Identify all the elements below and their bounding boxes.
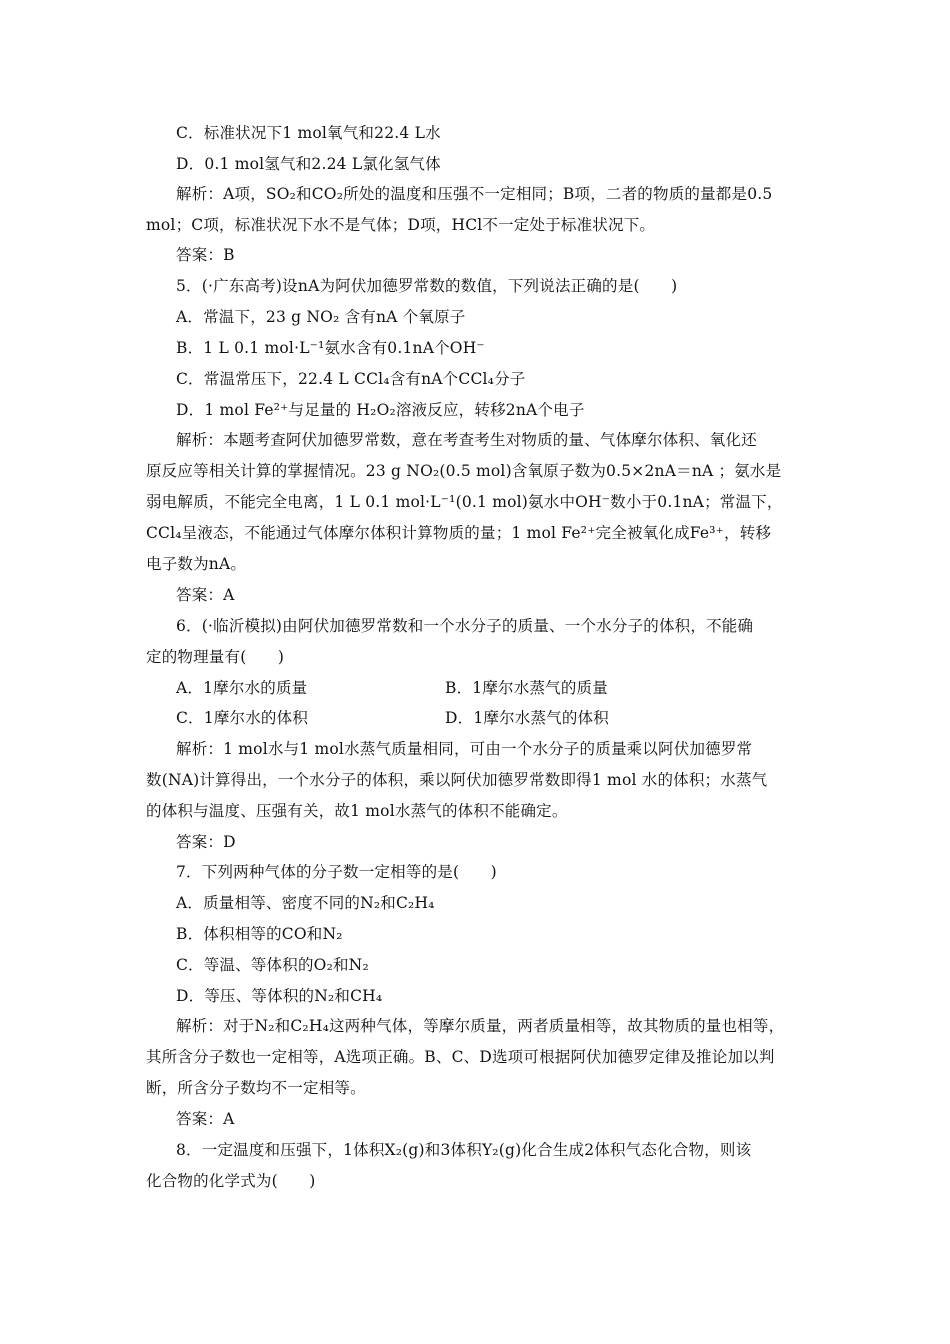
analysis-q7-line1: 解析：对于N₂和C₂H₄这两种气体，等摩尔质量，两者质量相等，故其物质的量也相等， <box>176 1017 785 1035</box>
option-b-q5: B．1 L 0.1 mol·L⁻¹氨水含有0.1nA个OH⁻ <box>176 339 485 357</box>
analysis-q4-line2: mol；C项，标准状况下水不是气体；D项，HCl不一定处于标准状况下。 <box>146 216 656 234</box>
answer-q5: 答案：A <box>176 586 235 604</box>
option-d-q4: D．0.1 mol氢气和2.24 L氯化氢气体 <box>176 155 441 173</box>
question-5-stem: 5．(·广东高考)设nA为阿伏加德罗常数的数值，下列说法正确的是( ) <box>176 277 678 295</box>
question-7-stem: 7．下列两种气体的分子数一定相等的是( ) <box>176 863 497 881</box>
option-d-q7: D．等压、等体积的N₂和CH₄ <box>176 987 383 1005</box>
question-6-stem-line2: 定的物理量有( ) <box>146 648 285 666</box>
option-a-q7: A．质量相等、密度不同的N₂和C₂H₄ <box>176 894 435 912</box>
option-c-q5: C．常温常压下，22.4 L CCl₄含有nA个CCl₄分子 <box>176 370 526 388</box>
option-d-q6: D．1摩尔水蒸气的体积 <box>445 709 609 727</box>
question-8-stem-line1: 8．一定温度和压强下，1体积X₂(g)和3体积Y₂(g)化合生成2体积气态化合物，则该 <box>176 1141 752 1159</box>
option-a-q6: A．1摩尔水的质量 <box>176 679 308 697</box>
option-c-q6: C．1摩尔水的体积 <box>176 709 309 727</box>
analysis-q5-line5: 电子数为nA。 <box>146 555 247 573</box>
answer-q7: 答案：A <box>176 1110 235 1128</box>
analysis-q5-line4: CCl₄呈液态，不能通过气体摩尔体积计算物质的量；1 mol Fe²⁺完全被氧化成Fe³⁺，转移 <box>146 524 772 542</box>
question-6-stem-line1: 6．(·临沂模拟)由阿伏加德罗常数和一个水分子的质量、一个水分子的体积，不能确 <box>176 617 754 635</box>
analysis-q5-line1: 解析：本题考查阿伏加德罗常数，意在考查考生对物质的量、气体摩尔体积、氧化还 <box>176 431 757 449</box>
analysis-q6-line1: 解析：1 mol水与1 mol水蒸气质量相同，可由一个水分子的质量乘以阿伏加德罗常 <box>176 740 753 758</box>
option-c-q4: C．标准状况下1 mol氧气和22.4 L水 <box>176 124 441 142</box>
option-c-q7: C．等温、等体积的O₂和N₂ <box>176 956 369 974</box>
analysis-q7-line2: 其所含分子数也一定相等，A选项正确。B、C、D选项可根据阿伏加德罗定律及推论加以判 <box>146 1048 775 1066</box>
analysis-q5-line2: 原反应等相关计算的掌握情况。23 g NO₂(0.5 mol)含氧原子数为0.5×2nA＝nA ；氨水是 <box>146 462 782 480</box>
answer-q4: 答案：B <box>176 246 235 264</box>
analysis-q6-line3: 的体积与温度、压强有关，故1 mol水蒸气的体积不能确定。 <box>146 802 568 820</box>
option-a-q5: A．常温下，23 g NO₂ 含有nA 个氧原子 <box>176 308 466 326</box>
analysis-q4-line1: 解析：A项，SO₂和CO₂所处的温度和压强不一定相同；B项，二者的物质的量都是0.5 <box>176 185 773 203</box>
analysis-q7-line3: 断，所含分子数均不一定相等。 <box>146 1079 366 1097</box>
analysis-q6-line2: 数(NA)计算得出，一个水分子的体积，乘以阿伏加德罗常数即得1 mol 水的体积；水蒸气 <box>146 771 768 789</box>
option-b-q6: B．1摩尔水蒸气的质量 <box>445 679 608 697</box>
question-8-stem-line2: 化合物的化学式为( ) <box>146 1172 316 1190</box>
option-b-q7: B．体积相等的CO和N₂ <box>176 925 343 943</box>
option-d-q5: D．1 mol Fe²⁺与足量的 H₂O₂溶液反应，转移2nA个电子 <box>176 401 585 419</box>
analysis-q5-line3: 弱电解质，不能完全电离，1 L 0.1 mol·L⁻¹(0.1 mol)氨水中OH⁻数小于0.1nA；常温下， <box>146 493 783 511</box>
answer-q6: 答案：D <box>176 833 236 851</box>
